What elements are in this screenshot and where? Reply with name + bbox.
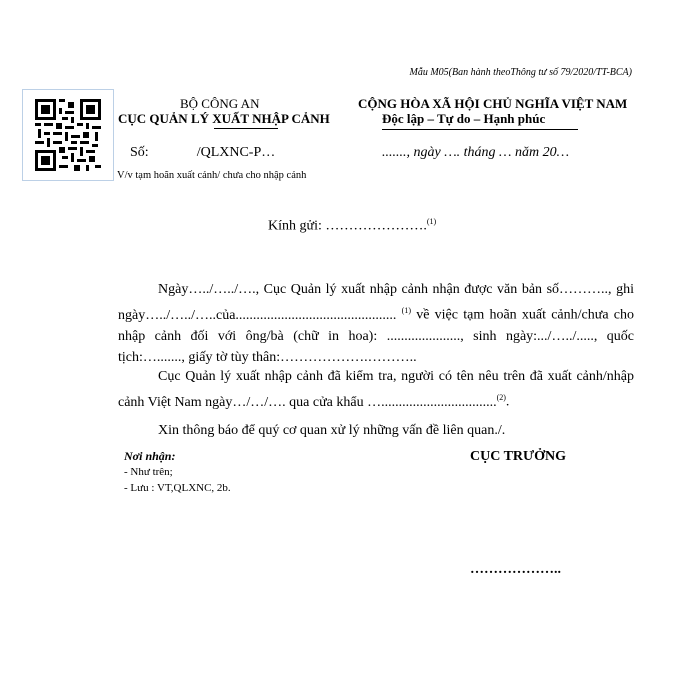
recipient-item: - Lưu : VT,QLXNC, 2b. xyxy=(124,482,231,494)
qr-code-icon xyxy=(22,89,114,181)
motto-underline xyxy=(382,129,578,130)
ministry-name: BỘ CÔNG AN xyxy=(180,96,260,111)
recipients-label: Nơi nhận: xyxy=(124,449,176,463)
document-number-code: /QLXNC-P… xyxy=(196,145,276,160)
document-subject: V/v tạm hoãn xuất cảnh/ chưa cho nhập cảnh xyxy=(117,170,307,181)
p2-text-b: . xyxy=(505,394,510,410)
body-paragraph-3 xyxy=(118,420,634,441)
recipient-item: - Như trên; xyxy=(124,466,173,478)
department-underline xyxy=(214,128,278,129)
signature-placeholder: ……………….. xyxy=(470,562,561,577)
country-name: CỘNG HÒA XÃ HỘI CHỦ NGHĨA VIỆT NAM xyxy=(358,96,628,111)
p1-text-a: Ngày…../…../…., Cục Quản lý xuất nhập cảnh nhận được văn bản số……….., ghi ngày…../…../…..của.............................................. xyxy=(118,282,634,323)
greeting-text: Kính gửi: …………………. xyxy=(268,218,427,234)
form-reference: Mẫu M05(Ban hành theoThông tư số 79/2020/TT-BCA) xyxy=(409,67,632,78)
greeting-note: (1) xyxy=(426,217,437,226)
body-paragraph-2 xyxy=(118,366,634,413)
p2-note: (2) xyxy=(496,393,506,402)
document-number-label: Số: xyxy=(130,145,149,160)
p1-text-b: về việc tạm hoãn xuất cảnh/chưa cho nhập cảnh đối với ông/bà (chữ in hoa): ....................., sinh ngày:.../…../....., quốc tịch:…......., giấy tờ tùy thân:……………….……….. xyxy=(118,307,634,365)
p3-text: Xin thông báo để quý cơ quan xử lý những vấn đề liên quan./. xyxy=(158,423,506,438)
date-line: ......., ngày …. tháng … năm 20… xyxy=(382,145,570,160)
national-motto: Độc lập – Tự do – Hạnh phúc xyxy=(382,111,546,126)
greeting xyxy=(268,217,436,235)
p1-note: (1) xyxy=(401,306,411,315)
signer-title: CỤC TRƯỞNG xyxy=(470,449,567,464)
p2-text-a: Cục Quản lý xuất nhập cảnh đã kiểm tra, người có tên nêu trên đã xuất cảnh/nhập cảnh Việt Nam ngày…/…/…. qua cửa khẩu …................................. xyxy=(118,369,634,410)
department-name: CỤC QUẢN LÝ XUẤT NHẬP CẢNH xyxy=(118,111,330,126)
body-paragraph-1 xyxy=(118,279,634,368)
document-number xyxy=(130,145,275,161)
